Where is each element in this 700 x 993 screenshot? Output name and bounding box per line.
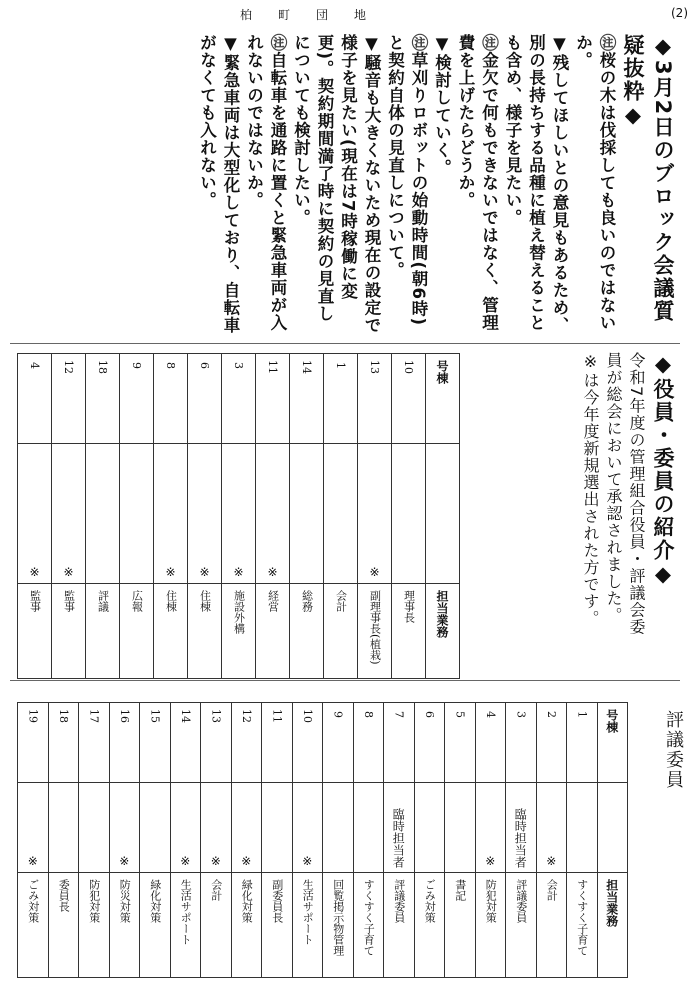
new-member-mark: 臨時担当者 [384,783,415,873]
building-number: 6 [414,703,445,783]
column-header-duty: 担当業務 [597,873,628,978]
building-number: 2 [536,703,567,783]
building-number: 6 [188,354,222,444]
column-header-building: 号棟 [426,354,460,444]
new-member-mark [120,444,154,584]
building-number: 13 [358,354,392,444]
qa-item: ㊟自転車を通路に置くと緊急車両が入れないのではないか。 [244,34,287,332]
block-meeting-section [22,34,678,334]
building-number: 18 [86,354,120,444]
building-number: 7 [384,703,415,783]
building-number: 9 [120,354,154,444]
duty: 会計 [201,873,232,978]
duty: 生活サポート [170,873,201,978]
duty: 会計 [324,584,358,679]
new-member-mark: ※ [170,783,201,873]
duty: 理事長 [392,584,426,679]
new-member-mark: ※ [231,783,262,873]
building-number: 8 [154,354,188,444]
duty: 評議委員 [506,873,537,978]
new-member-mark [324,444,358,584]
building-number: 11 [262,703,293,783]
new-member-mark: ※ [18,444,52,584]
duty: 総務 [290,584,324,679]
officers-title: ◆役員・委員の紹介◆ [651,352,675,588]
building-number: 15 [140,703,171,783]
officers-intro-text: 令和7年度の管理組合役員・評議会委員が総会において承認されました。 [604,352,646,636]
building-number: 17 [79,703,110,783]
qa-item: ▼騒音も大きくないため現在の設定で様子を見たい(現在は7時稼働に変更)。契約期間満了時に契約の見直しについても検討したい。 [291,34,381,334]
new-member-mark: ※ [358,444,392,584]
divider [10,343,680,344]
building-number: 12 [231,703,262,783]
officers-note: ※は今年度新規選出された方です。 [581,352,600,627]
building-number: 4 [475,703,506,783]
building-number: 11 [256,354,290,444]
building-number: 10 [392,354,426,444]
new-member-mark: ※ [292,783,323,873]
duty: 広報 [120,584,154,679]
duty: 監事 [18,584,52,679]
block-meeting-title: ◆3月2日のブロック会議質疑抜粋◆ [621,34,675,324]
duty: 住棟 [154,584,188,679]
building-number: 8 [353,703,384,783]
building-number: 12 [52,354,86,444]
duty: 生活サポート [292,873,323,978]
new-member-mark: ※ [154,444,188,584]
new-member-mark [323,783,354,873]
new-member-mark [597,783,628,873]
duty: 施設外構 [222,584,256,679]
qa-item: ▼検討していく。 [432,34,452,177]
duty: 会計 [536,873,567,978]
duty: すくすく子育て [353,873,384,978]
new-member-mark [414,783,445,873]
duty: ごみ対策 [414,873,445,978]
qa-item: ▼緊急車両は大型化しており、自転車がなくても入れない。 [197,34,240,334]
new-member-mark: ※ [18,783,49,873]
building-number: 16 [109,703,140,783]
column-header-duty: 担当業務 [426,584,460,679]
officers-table [17,353,460,679]
duty: 緑化対策 [231,873,262,978]
divider [10,680,680,681]
new-member-mark: ※ [222,444,256,584]
page-number: (2) [671,6,688,20]
new-member-mark [262,783,293,873]
building-number: 4 [18,354,52,444]
building-number: 14 [290,354,324,444]
new-member-mark: ※ [536,783,567,873]
qa-item: ㊟金欠で何もできないではなく、管理費を上げたらどうか。 [456,34,499,332]
new-member-mark [86,444,120,584]
building-number: 1 [567,703,598,783]
building-number: 13 [201,703,232,783]
duty: 委員長 [48,873,79,978]
duty: 回覧掲示物管理 [323,873,354,978]
duty: 緑化対策 [140,873,171,978]
duty: 評議 [86,584,120,679]
duty: 防犯対策 [475,873,506,978]
officers-intro [478,352,678,652]
duty: 副委員長 [262,873,293,978]
council-title: 評議委員 [663,710,684,790]
building-number: 14 [170,703,201,783]
council-table [17,702,628,978]
qa-item: ▼残してほしいとの意見もあるため、別の長持ちする品種に植え替えることも含め、様子を見たい。 [503,34,569,334]
building-number: 1 [324,354,358,444]
duty: 評議委員 [384,873,415,978]
new-member-mark: ※ [109,783,140,873]
new-member-mark: ※ [188,444,222,584]
page-header [0,6,700,26]
building-number: 18 [48,703,79,783]
building-number: 5 [445,703,476,783]
new-member-mark [445,783,476,873]
duty: 書記 [445,873,476,978]
new-member-mark [426,444,460,584]
duty: 経営 [256,584,290,679]
duty: 防犯対策 [79,873,110,978]
duty: 監事 [52,584,86,679]
new-member-mark: ※ [52,444,86,584]
qa-item: ㊟草刈りロボットの始動時間(朝6時)と契約自体の見直しについて。 [385,34,428,327]
new-member-mark [140,783,171,873]
building-number: 3 [506,703,537,783]
column-header-building: 号棟 [597,703,628,783]
duty: ごみ対策 [18,873,49,978]
duty: 住棟 [188,584,222,679]
new-member-mark [79,783,110,873]
building-number: 10 [292,703,323,783]
duty: 副理事長(植栽) [358,584,392,679]
new-member-mark [353,783,384,873]
building-number: 3 [222,354,256,444]
duty: 防災対策 [109,873,140,978]
new-member-mark: ※ [256,444,290,584]
new-member-mark: 臨時担当者 [506,783,537,873]
duty: すくすく子育て [567,873,598,978]
building-number: 19 [18,703,49,783]
new-member-mark [290,444,324,584]
qa-item: ㊟桜の木は伐採しても良いのではないか。 [573,34,616,332]
building-number: 9 [323,703,354,783]
new-member-mark [567,783,598,873]
new-member-mark: ※ [475,783,506,873]
new-member-mark: ※ [201,783,232,873]
newsletter-title: 柏町団地 [240,8,393,22]
new-member-mark [392,444,426,584]
new-member-mark [48,783,79,873]
